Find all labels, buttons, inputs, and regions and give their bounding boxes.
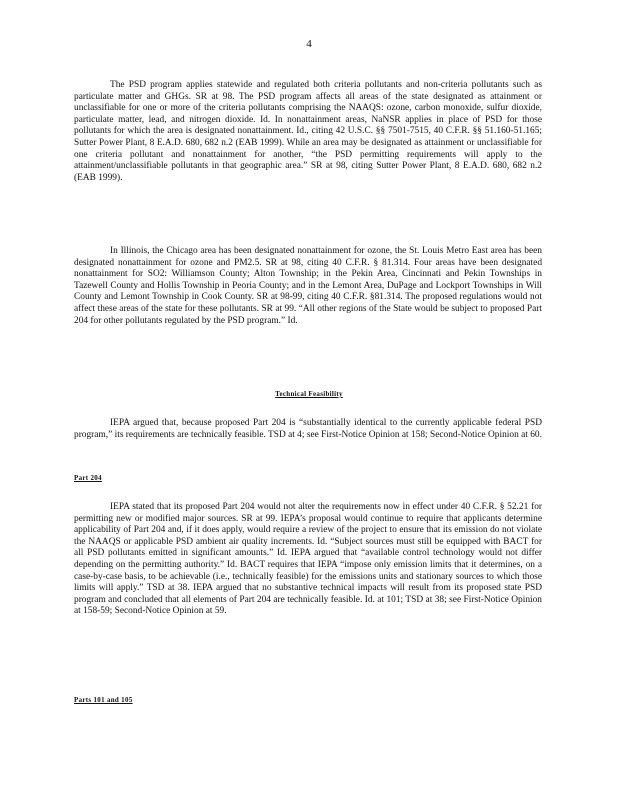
heading-technical-feasibility-text: Technical Feasibility <box>275 390 343 398</box>
paragraph-iepa-argued-text: IEPA argued that, because proposed Part 204 is “substantially identical to the currently applicable federal PSD program,” its requirements are technically feasible. TSD at 4; see First-Notice Opinion at 158; Second-Notice Opinion at 60. <box>74 418 542 440</box>
paragraph-psd-program <box>74 80 542 184</box>
paragraph-part-204-text: IEPA stated that its proposed Part 204 would not alter the requirements now in effect under 40 C.F.R. § 52.21 for permitting new or modified major sources. SR at 99. IEPA’s proposal would continue to require that applicants determine applicability of Part 204 and, if it does apply, would require a review of the project to ensure that its emission do not violate the NAAQS or applicable PSD ambient air quality increments. Id. “Subject sources must still be equipped with BACT for all PSD pollutants emitted in significant amounts.” Id. IEPA argued that “available control technology would not differ depending on the permitting authority.” Id. BACT requires that IEPA “impose only emission limits that it determines, on a case-by-case basis, to be achievable (i.e., technically feasible) for the emissions units and stationary sources to which those limits will apply.” TSD at 38. IEPA argued that no substantive technical impacts will result from its proposed state PSD program and concluded that all elements of Part 204 are technically feasible. Id. at 101; TSD at 38; see First-Notice Opinion at 158-59; Second-Notice Opinion at 59. <box>74 502 542 617</box>
paragraph-psd-program-text: The PSD program applies statewide and regulated both criteria pollutants and non-criteria pollutants such as particulate matter and GHGs. SR at 98. The PSD program affects all areas of the state designated as attainment or unclassifiable for one or more of the criteria pollutants comprising the NAAQS: ozone, carbon monoxide, sulfur dioxide, particulate matter, lead, and nitrogen dioxide. Id. In nonattainment areas, NaNSR applies in place of PSD for those pollutants for which the area is designated nonattainment. Id., citing 42 U.S.C. §§ 7501-7515, 40 C.F.R. §§ 51.160-51.165; Sutter Power Plant, 8 E.A.D. 680, 682 n.2 (EAB 1999). While an area may be designated as attainment or unclassifiable for one criteria pollutant and nonattainment for another, “the PSD permitting requirements will apply to the attainment/unclassifiable pollutants in that geographic area.” SR at 98, citing Sutter Power Plant, 8 E.A.D. 680, 682 n.2 (EAB 1999). <box>74 80 542 183</box>
paragraph-illinois-areas <box>74 246 542 327</box>
heading-parts-101-105-text: Parts 101 and 105 <box>74 696 133 704</box>
heading-part-204 <box>74 474 102 482</box>
paragraph-iepa-argued <box>74 418 542 441</box>
page-number: 4 <box>306 38 312 50</box>
heading-parts-101-105 <box>74 696 133 704</box>
paragraph-illinois-areas-text: In Illinois, the Chicago area has been designated nonattainment for ozone, the St. Louis Metro East area has been designated nonattainment for ozone and PM2.5. SR at 98, citing 40 C.F.R. § 81.314. Four areas have been designated nonattainment for SO2: Williamson County; Alton Township; in the Pekin Area, Cincinnati and Pekin Townships in Tazewell County and Hollis Township in Peoria County; and in the Lemont Area, DuPage and Lockport Townships in Will County and Lemont Township in Cook County. SR at 98-99, citing 40 C.F.R. §81.314. The proposed regulations would not affect these areas of the state for these pollutants. SR at 99. “All other regions of the State would be subject to proposed Part 204 for other pollutants regulated by the PSD program.” Id. <box>74 246 542 326</box>
heading-part-204-text: Part 204 <box>74 474 102 482</box>
paragraph-part-204 <box>74 502 542 618</box>
heading-technical-feasibility <box>0 390 618 398</box>
